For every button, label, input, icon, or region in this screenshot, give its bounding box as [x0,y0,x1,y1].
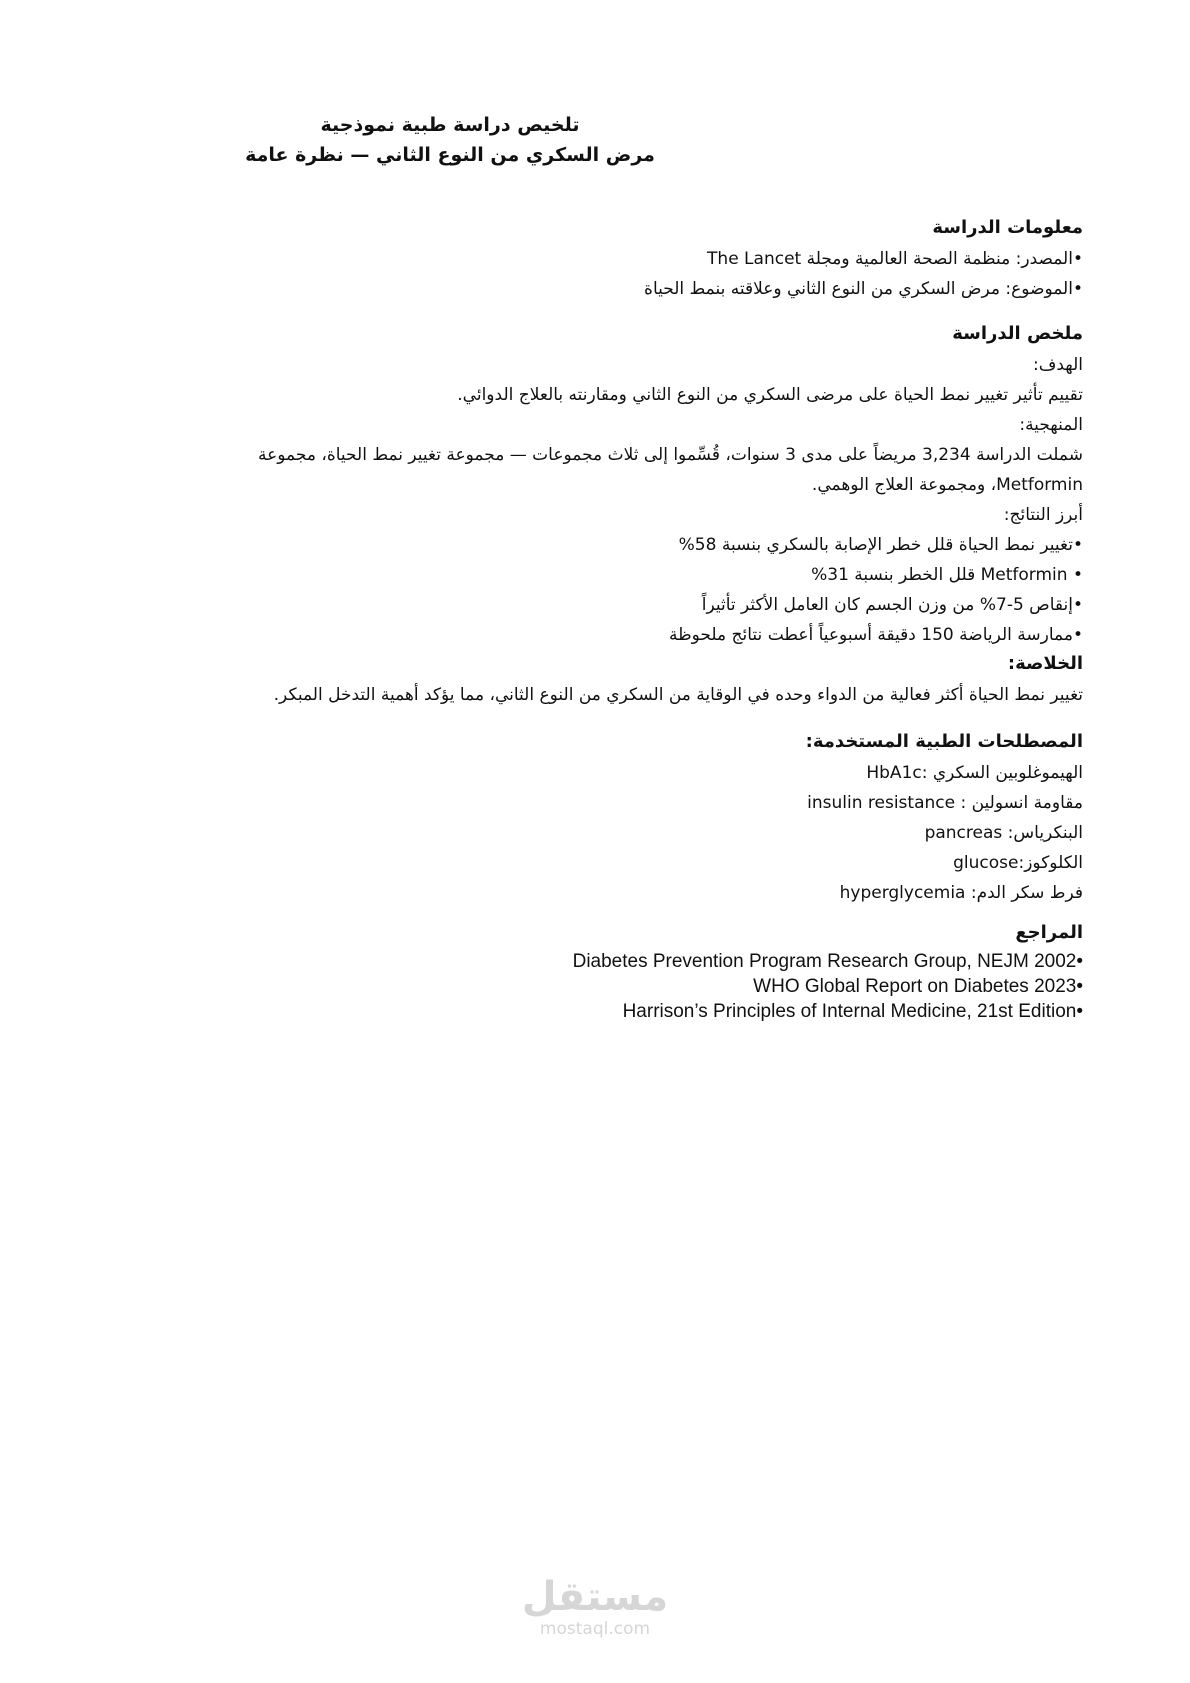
term-item: الكلوكوز:glucose [953,853,1083,873]
study-topic: •الموضوع: مرض السكري من النوع الثاني وعلاقته بنمط الحياة [644,279,1083,299]
study-source: •المصدر: منظمة الصحة العالمية ومجلة The Lancet [707,249,1083,269]
term-item: فرط سكر الدم: hyperglycemia [839,883,1083,903]
study-info-heading: معلومات الدراسة [932,217,1083,238]
result-item: •ممارسة الرياضة 150 دقيقة أسبوعياً أعطت نتائج ملحوظة [669,625,1083,645]
goal-label: الهدف: [1032,355,1083,375]
conclusion-heading: الخلاصة: [1007,653,1083,674]
references-heading: المراجع [1015,922,1083,943]
conclusion-text: تغيير نمط الحياة أكثر فعالية من الدواء وحده في الوقاية من السكري من النوع الثاني، مما يؤكد أهمية التدخل المبكر. [273,685,1083,705]
document-subtitle: مرض السكري من النوع الثاني — نظرة عامة [245,144,655,166]
references-section [183,917,1083,1024]
watermark-logo: مستقل [521,1574,669,1620]
results-label: أبرز النتائج: [1003,505,1083,525]
terms-heading: المصطلحات الطبية المستخدمة: [805,731,1083,752]
result-item: • Metformin قلل الخطر بنسبة 31% [811,565,1083,585]
method-label: المنهجية: [1019,415,1083,435]
terms-section [183,726,1083,908]
document-title: تلخيص دراسة طبية نموذجية [320,114,580,136]
watermark-site: mostaql.com [539,1619,651,1639]
result-item: •تغيير نمط الحياة قلل خطر الإصابة بالسكري بنسبة 58% [678,535,1083,555]
reference-item: Harrison’s Principles of Internal Medicine, 21st Edition• [622,1001,1083,1022]
goal-text: تقييم تأثير تغيير نمط الحياة على مرضى السكري من النوع الثاني ومقارنته بالعلاج الدوائي. [457,385,1083,405]
document-header [0,110,900,170]
reference-item: Diabetes Prevention Program Research Group, NEJM 2002• [572,951,1083,972]
term-item: الهيموغلوبين السكري :HbA1c [866,763,1083,783]
term-item: مقاومة انسولين : insulin resistance [807,793,1083,813]
mostaql-watermark [520,1575,670,1639]
summary-section [183,318,1083,650]
method-text-line2: Metformin، ومجموعة العلاج الوهمي. [811,475,1083,495]
summary-heading: ملخص الدراسة [952,323,1083,344]
reference-item: WHO Global Report on Diabetes 2023• [753,976,1083,997]
method-text-line1: شملت الدراسة 3,234 مريضاً على مدى 3 سنوات، قُسِّموا إلى ثلاث مجموعات — مجموعة تغيير نمط الحياة، مجموعة [257,445,1083,465]
conclusion-section [183,648,1083,710]
result-item: •إنقاص 5-7% من وزن الجسم كان العامل الأكثر تأثيراً [701,595,1083,615]
study-info-section [183,212,1083,304]
term-item: البنكرياس: pancreas [924,823,1083,843]
